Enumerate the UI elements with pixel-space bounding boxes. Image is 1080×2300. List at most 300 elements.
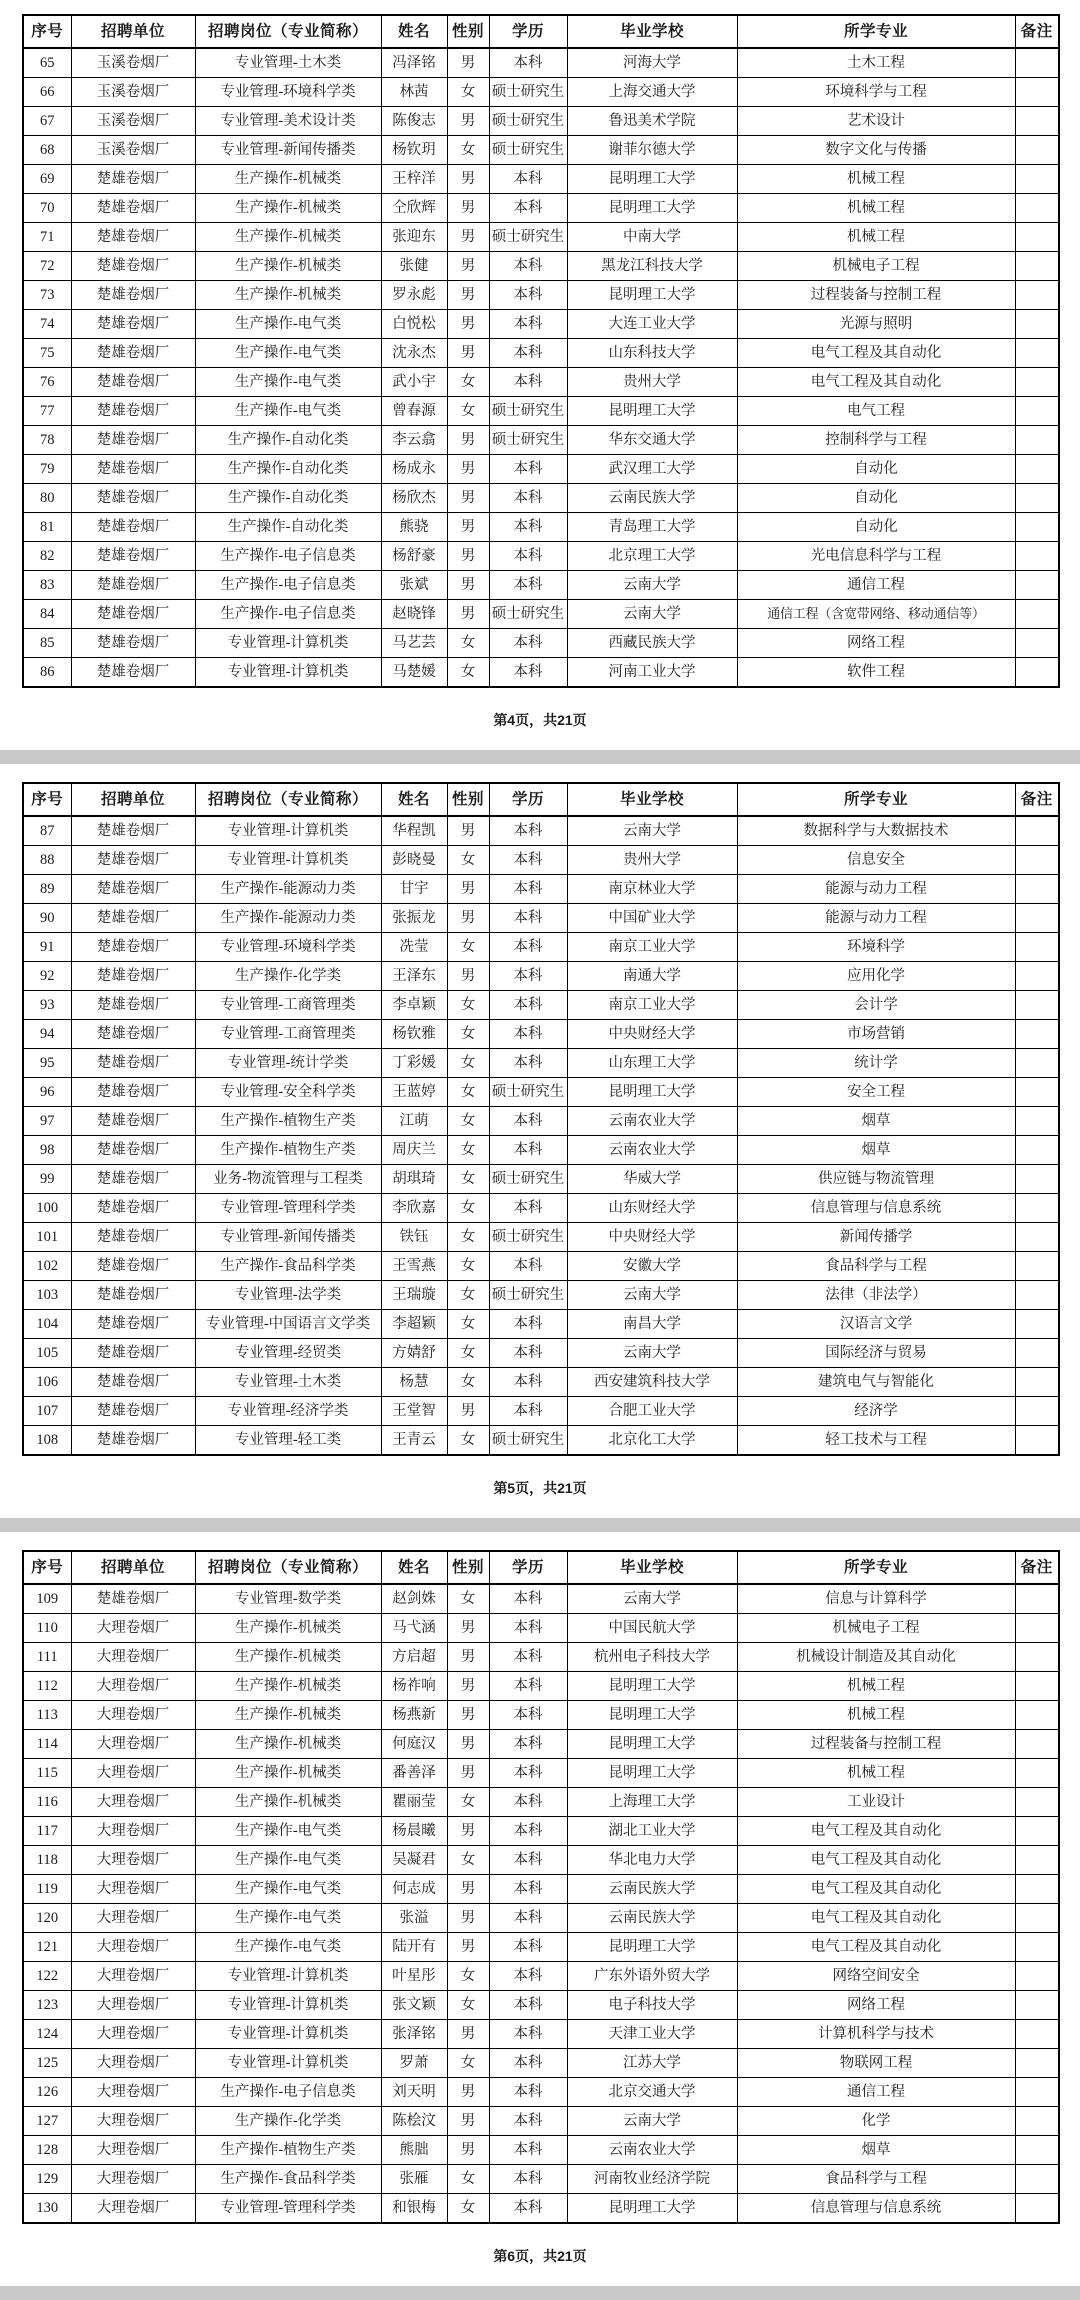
cell-education: 本科 <box>489 368 567 397</box>
cell-unit: 大理卷烟厂 <box>71 2049 195 2078</box>
cell-major: 过程装备与控制工程 <box>737 281 1015 310</box>
cell-education: 本科 <box>489 1991 567 2020</box>
cell-major: 过程装备与控制工程 <box>737 1730 1015 1759</box>
table-row <box>23 339 1059 368</box>
cell-post: 生产操作-电气类 <box>195 339 381 368</box>
cell-education: 本科 <box>489 1875 567 1904</box>
cell-note <box>1015 600 1059 629</box>
cell-education: 本科 <box>489 165 567 194</box>
cell-note <box>1015 1962 1059 1991</box>
cell-unit: 楚雄卷烟厂 <box>71 991 195 1020</box>
cell-major: 机械电子工程 <box>737 1614 1015 1643</box>
cell-note <box>1015 816 1059 846</box>
cell-seq: 111 <box>23 1643 71 1672</box>
cell-school: 中国民航大学 <box>567 1614 737 1643</box>
cell-major: 电气工程及其自动化 <box>737 1933 1015 1962</box>
cell-seq: 86 <box>23 658 71 688</box>
cell-major: 机械设计制造及其自动化 <box>737 1643 1015 1672</box>
column-header-seq: 序号 <box>23 1551 71 1584</box>
cell-note <box>1015 542 1059 571</box>
cell-seq: 120 <box>23 1904 71 1933</box>
cell-education: 本科 <box>489 1339 567 1368</box>
cell-note <box>1015 281 1059 310</box>
table-row <box>23 78 1059 107</box>
cell-education: 本科 <box>489 2136 567 2165</box>
cell-post: 生产操作-电子信息类 <box>195 542 381 571</box>
cell-seq: 84 <box>23 600 71 629</box>
table-row <box>23 2165 1059 2194</box>
cell-note <box>1015 1614 1059 1643</box>
cell-note <box>1015 136 1059 165</box>
cell-education: 本科 <box>489 455 567 484</box>
cell-school: 贵州大学 <box>567 846 737 875</box>
cell-post: 生产操作-电子信息类 <box>195 2078 381 2107</box>
cell-school: 云南大学 <box>567 600 737 629</box>
cell-school: 山东财经大学 <box>567 1194 737 1223</box>
cell-unit: 楚雄卷烟厂 <box>71 1194 195 1223</box>
cell-name: 刘天明 <box>381 2078 447 2107</box>
cell-seq: 67 <box>23 107 71 136</box>
cell-note <box>1015 1730 1059 1759</box>
cell-post: 生产操作-机械类 <box>195 1701 381 1730</box>
cell-major: 数字文化与传播 <box>737 136 1015 165</box>
cell-seq: 105 <box>23 1339 71 1368</box>
cell-note <box>1015 455 1059 484</box>
cell-post: 生产操作-机械类 <box>195 1643 381 1672</box>
cell-seq: 98 <box>23 1136 71 1165</box>
cell-sex: 女 <box>447 1223 489 1252</box>
cell-education: 本科 <box>489 194 567 223</box>
cell-school: 中国矿业大学 <box>567 904 737 933</box>
cell-name: 罗永彪 <box>381 281 447 310</box>
cell-sex: 男 <box>447 194 489 223</box>
cell-school: 南京工业大学 <box>567 991 737 1020</box>
cell-education: 硕士研究生 <box>489 397 567 426</box>
cell-unit: 大理卷烟厂 <box>71 1643 195 1672</box>
cell-name: 周庆兰 <box>381 1136 447 1165</box>
cell-unit: 大理卷烟厂 <box>71 1672 195 1701</box>
cell-major: 光源与照明 <box>737 310 1015 339</box>
cell-school: 北京理工大学 <box>567 542 737 571</box>
cell-note <box>1015 846 1059 875</box>
cell-major: 物联网工程 <box>737 2049 1015 2078</box>
cell-education: 硕士研究生 <box>489 136 567 165</box>
cell-unit: 玉溪卷烟厂 <box>71 48 195 78</box>
cell-note <box>1015 1759 1059 1788</box>
cell-school: 谢菲尔德大学 <box>567 136 737 165</box>
cell-seq: 110 <box>23 1614 71 1643</box>
cell-seq: 123 <box>23 1991 71 2020</box>
cell-post: 专业管理-计算机类 <box>195 658 381 688</box>
cell-post: 生产操作-电气类 <box>195 1904 381 1933</box>
table-row <box>23 1584 1059 1614</box>
cell-sex: 男 <box>447 2020 489 2049</box>
cell-post: 生产操作-食品科学类 <box>195 1252 381 1281</box>
cell-major: 网络工程 <box>737 1991 1015 2020</box>
cell-name: 马艺芸 <box>381 629 447 658</box>
cell-sex: 女 <box>447 933 489 962</box>
cell-education: 硕士研究生 <box>489 1078 567 1107</box>
cell-education: 本科 <box>489 339 567 368</box>
cell-sex: 女 <box>447 1136 489 1165</box>
cell-post: 生产操作-植物生产类 <box>195 1136 381 1165</box>
cell-unit: 大理卷烟厂 <box>71 2020 195 2049</box>
cell-seq: 79 <box>23 455 71 484</box>
cell-note <box>1015 2136 1059 2165</box>
cell-education: 本科 <box>489 1136 567 1165</box>
cell-unit: 楚雄卷烟厂 <box>71 484 195 513</box>
cell-sex: 男 <box>447 600 489 629</box>
cell-education: 本科 <box>489 1194 567 1223</box>
cell-name: 陈俊志 <box>381 107 447 136</box>
cell-unit: 大理卷烟厂 <box>71 1846 195 1875</box>
table-row <box>23 1397 1059 1426</box>
table-row <box>23 484 1059 513</box>
cell-sex: 男 <box>447 904 489 933</box>
cell-unit: 楚雄卷烟厂 <box>71 1049 195 1078</box>
cell-unit: 大理卷烟厂 <box>71 1759 195 1788</box>
cell-unit: 楚雄卷烟厂 <box>71 1252 195 1281</box>
table-row <box>23 1991 1059 2020</box>
cell-school: 昆明理工大学 <box>567 194 737 223</box>
cell-seq: 106 <box>23 1368 71 1397</box>
cell-seq: 71 <box>23 223 71 252</box>
cell-education: 本科 <box>489 846 567 875</box>
cell-post: 专业管理-环境科学类 <box>195 933 381 962</box>
cell-note <box>1015 1078 1059 1107</box>
cell-sex: 男 <box>447 310 489 339</box>
cell-post: 专业管理-工商管理类 <box>195 991 381 1020</box>
cell-name: 冯泽铭 <box>381 48 447 78</box>
cell-unit: 大理卷烟厂 <box>71 1701 195 1730</box>
cell-note <box>1015 513 1059 542</box>
cell-unit: 楚雄卷烟厂 <box>71 339 195 368</box>
column-header-name: 姓名 <box>381 15 447 48</box>
table-row <box>23 2107 1059 2136</box>
cell-education: 本科 <box>489 658 567 688</box>
cell-education: 本科 <box>489 629 567 658</box>
cell-major: 工业设计 <box>737 1788 1015 1817</box>
column-header-sex: 性别 <box>447 783 489 816</box>
cell-name: 王蓝婷 <box>381 1078 447 1107</box>
cell-name: 江萌 <box>381 1107 447 1136</box>
cell-unit: 楚雄卷烟厂 <box>71 223 195 252</box>
cell-education: 本科 <box>489 904 567 933</box>
cell-seq: 76 <box>23 368 71 397</box>
cell-major: 信息与计算科学 <box>737 1584 1015 1614</box>
cell-major: 数据科学与大数据技术 <box>737 816 1015 846</box>
cell-major: 自动化 <box>737 513 1015 542</box>
table-row <box>23 107 1059 136</box>
cell-unit: 大理卷烟厂 <box>71 1991 195 2020</box>
cell-seq: 122 <box>23 1962 71 1991</box>
table-row <box>23 816 1059 846</box>
cell-sex: 男 <box>447 1730 489 1759</box>
cell-seq: 100 <box>23 1194 71 1223</box>
cell-seq: 74 <box>23 310 71 339</box>
cell-post: 生产操作-电气类 <box>195 1817 381 1846</box>
cell-seq: 101 <box>23 1223 71 1252</box>
cell-school: 西藏民族大学 <box>567 629 737 658</box>
cell-seq: 70 <box>23 194 71 223</box>
cell-post: 生产操作-机械类 <box>195 1730 381 1759</box>
table-row <box>23 1020 1059 1049</box>
cell-unit: 大理卷烟厂 <box>71 1817 195 1846</box>
column-header-post: 招聘岗位（专业简称） <box>195 15 381 48</box>
cell-major: 信息安全 <box>737 846 1015 875</box>
cell-school: 云南民族大学 <box>567 1875 737 1904</box>
cell-post: 专业管理-土木类 <box>195 48 381 78</box>
cell-seq: 116 <box>23 1788 71 1817</box>
page-number-footer: 第6页，共21页 <box>493 2248 587 2264</box>
table-row <box>23 1107 1059 1136</box>
cell-sex: 女 <box>447 1252 489 1281</box>
cell-school: 合肥工业大学 <box>567 1397 737 1426</box>
table-row <box>23 1281 1059 1310</box>
cell-note <box>1015 629 1059 658</box>
cell-sex: 男 <box>447 1904 489 1933</box>
cell-name: 杨成永 <box>381 455 447 484</box>
cell-major: 通信工程（含宽带网络、移动通信等） <box>737 600 1015 629</box>
cell-sex: 男 <box>447 1875 489 1904</box>
cell-post: 生产操作-电气类 <box>195 368 381 397</box>
cell-post: 生产操作-自动化类 <box>195 426 381 455</box>
cell-post: 生产操作-化学类 <box>195 962 381 991</box>
cell-note <box>1015 339 1059 368</box>
cell-unit: 楚雄卷烟厂 <box>71 542 195 571</box>
cell-seq: 90 <box>23 904 71 933</box>
cell-school: 黑龙江科技大学 <box>567 252 737 281</box>
table-row <box>23 600 1059 629</box>
cell-name: 冼莹 <box>381 933 447 962</box>
cell-sex: 女 <box>447 1165 489 1194</box>
cell-education: 本科 <box>489 875 567 904</box>
cell-post: 生产操作-食品科学类 <box>195 2165 381 2194</box>
cell-name: 杨钦玥 <box>381 136 447 165</box>
cell-sex: 男 <box>447 1614 489 1643</box>
cell-major: 网络工程 <box>737 629 1015 658</box>
table-row <box>23 397 1059 426</box>
cell-note <box>1015 2020 1059 2049</box>
cell-note <box>1015 2165 1059 2194</box>
table-row <box>23 991 1059 1020</box>
cell-unit: 大理卷烟厂 <box>71 1962 195 1991</box>
cell-major: 市场营销 <box>737 1020 1015 1049</box>
cell-unit: 大理卷烟厂 <box>71 1730 195 1759</box>
cell-seq: 65 <box>23 48 71 78</box>
cell-school: 南京工业大学 <box>567 933 737 962</box>
cell-note <box>1015 2194 1059 2224</box>
cell-unit: 大理卷烟厂 <box>71 2107 195 2136</box>
cell-name: 杨慧 <box>381 1368 447 1397</box>
cell-education: 本科 <box>489 1107 567 1136</box>
cell-name: 张雁 <box>381 2165 447 2194</box>
cell-note <box>1015 1310 1059 1339</box>
cell-name: 李欣嘉 <box>381 1194 447 1223</box>
table-row <box>23 1136 1059 1165</box>
cell-name: 杨晨曦 <box>381 1817 447 1846</box>
cell-note <box>1015 2049 1059 2078</box>
cell-post: 生产操作-植物生产类 <box>195 2136 381 2165</box>
cell-note <box>1015 1397 1059 1426</box>
cell-education: 本科 <box>489 2078 567 2107</box>
cell-unit: 楚雄卷烟厂 <box>71 962 195 991</box>
cell-school: 昆明理工大学 <box>567 2194 737 2224</box>
cell-unit: 大理卷烟厂 <box>71 1933 195 1962</box>
cell-note <box>1015 658 1059 688</box>
cell-school: 鲁迅美术学院 <box>567 107 737 136</box>
cell-school: 昆明理工大学 <box>567 1672 737 1701</box>
cell-education: 本科 <box>489 484 567 513</box>
cell-school: 云南大学 <box>567 816 737 846</box>
cell-education: 硕士研究生 <box>489 600 567 629</box>
cell-school: 昆明理工大学 <box>567 1730 737 1759</box>
cell-post: 生产操作-自动化类 <box>195 513 381 542</box>
cell-post: 专业管理-工商管理类 <box>195 1020 381 1049</box>
cell-major: 电气工程及其自动化 <box>737 368 1015 397</box>
cell-education: 本科 <box>489 1252 567 1281</box>
cell-name: 王青云 <box>381 1426 447 1456</box>
cell-school: 山东理工大学 <box>567 1049 737 1078</box>
table-row <box>23 223 1059 252</box>
cell-school: 贵州大学 <box>567 368 737 397</box>
cell-seq: 112 <box>23 1672 71 1701</box>
cell-seq: 130 <box>23 2194 71 2224</box>
cell-name: 张健 <box>381 252 447 281</box>
cell-name: 华程凯 <box>381 816 447 846</box>
cell-seq: 89 <box>23 875 71 904</box>
cell-school: 天津工业大学 <box>567 2020 737 2049</box>
cell-note <box>1015 1136 1059 1165</box>
cell-education: 本科 <box>489 1397 567 1426</box>
cell-name: 李云翕 <box>381 426 447 455</box>
cell-sex: 男 <box>447 1643 489 1672</box>
cell-school: 昆明理工大学 <box>567 1933 737 1962</box>
cell-name: 和银梅 <box>381 2194 447 2224</box>
cell-major: 汉语言文学 <box>737 1310 1015 1339</box>
cell-unit: 楚雄卷烟厂 <box>71 1368 195 1397</box>
cell-school: 云南农业大学 <box>567 1107 737 1136</box>
cell-unit: 楚雄卷烟厂 <box>71 1584 195 1614</box>
cell-seq: 87 <box>23 816 71 846</box>
cell-sex: 女 <box>447 1049 489 1078</box>
cell-unit: 大理卷烟厂 <box>71 2165 195 2194</box>
cell-note <box>1015 1788 1059 1817</box>
cell-seq: 114 <box>23 1730 71 1759</box>
cell-sex: 女 <box>447 2049 489 2078</box>
cell-education: 本科 <box>489 991 567 1020</box>
cell-note <box>1015 933 1059 962</box>
cell-sex: 男 <box>447 2136 489 2165</box>
cell-unit: 楚雄卷烟厂 <box>71 281 195 310</box>
cell-unit: 楚雄卷烟厂 <box>71 194 195 223</box>
cell-note <box>1015 1701 1059 1730</box>
cell-sex: 男 <box>447 816 489 846</box>
cell-note <box>1015 1846 1059 1875</box>
cell-name: 胡琪琦 <box>381 1165 447 1194</box>
cell-unit: 大理卷烟厂 <box>71 1788 195 1817</box>
cell-note <box>1015 78 1059 107</box>
cell-major: 法律（非法学） <box>737 1281 1015 1310</box>
cell-seq: 72 <box>23 252 71 281</box>
cell-sex: 女 <box>447 629 489 658</box>
cell-school: 青岛理工大学 <box>567 513 737 542</box>
table-row <box>23 933 1059 962</box>
cell-school: 武汉理工大学 <box>567 455 737 484</box>
table-row <box>23 194 1059 223</box>
table-row <box>23 875 1059 904</box>
cell-school: 杭州电子科技大学 <box>567 1643 737 1672</box>
cell-major: 通信工程 <box>737 2078 1015 2107</box>
table-row <box>23 1643 1059 1672</box>
cell-education: 本科 <box>489 2194 567 2224</box>
table-row <box>23 48 1059 78</box>
cell-note <box>1015 1281 1059 1310</box>
column-header-education: 学历 <box>489 15 567 48</box>
cell-note <box>1015 397 1059 426</box>
cell-major: 信息管理与信息系统 <box>737 2194 1015 2224</box>
cell-post: 专业管理-计算机类 <box>195 1962 381 1991</box>
cell-major: 电气工程 <box>737 397 1015 426</box>
cell-note <box>1015 2078 1059 2107</box>
cell-note <box>1015 426 1059 455</box>
cell-education: 硕士研究生 <box>489 426 567 455</box>
cell-post: 生产操作-机械类 <box>195 252 381 281</box>
cell-note <box>1015 875 1059 904</box>
cell-school: 上海理工大学 <box>567 1788 737 1817</box>
cell-sex: 男 <box>447 455 489 484</box>
cell-major: 机械工程 <box>737 194 1015 223</box>
cell-name: 张溢 <box>381 1904 447 1933</box>
cell-name: 李卓颖 <box>381 991 447 1020</box>
cell-school: 河南工业大学 <box>567 658 737 688</box>
cell-education: 本科 <box>489 1584 567 1614</box>
cell-school: 华东交通大学 <box>567 426 737 455</box>
cell-post: 生产操作-自动化类 <box>195 484 381 513</box>
cell-note <box>1015 1672 1059 1701</box>
cell-major: 计算机科学与技术 <box>737 2020 1015 2049</box>
cell-note <box>1015 1817 1059 1846</box>
cell-seq: 78 <box>23 426 71 455</box>
cell-note <box>1015 1426 1059 1456</box>
cell-post: 生产操作-电子信息类 <box>195 571 381 600</box>
cell-note <box>1015 904 1059 933</box>
cell-post: 生产操作-机械类 <box>195 1614 381 1643</box>
cell-major: 环境科学 <box>737 933 1015 962</box>
cell-sex: 男 <box>447 1933 489 1962</box>
cell-school: 中央财经大学 <box>567 1223 737 1252</box>
column-header-unit: 招聘单位 <box>71 15 195 48</box>
cell-school: 中央财经大学 <box>567 1020 737 1049</box>
table-row <box>23 2049 1059 2078</box>
cell-post: 专业管理-计算机类 <box>195 1991 381 2020</box>
cell-note <box>1015 1584 1059 1614</box>
cell-sex: 男 <box>447 875 489 904</box>
cell-education: 硕士研究生 <box>489 1281 567 1310</box>
cell-sex: 男 <box>447 223 489 252</box>
table-row <box>23 1933 1059 1962</box>
cell-education: 本科 <box>489 962 567 991</box>
cell-sex: 女 <box>447 1426 489 1456</box>
table-row <box>23 136 1059 165</box>
table-row <box>23 310 1059 339</box>
cell-school: 南通大学 <box>567 962 737 991</box>
cell-name: 杨舒豪 <box>381 542 447 571</box>
table-header-row <box>23 15 1059 48</box>
table-row <box>23 165 1059 194</box>
cell-unit: 楚雄卷烟厂 <box>71 165 195 194</box>
cell-school: 河南牧业经济学院 <box>567 2165 737 2194</box>
